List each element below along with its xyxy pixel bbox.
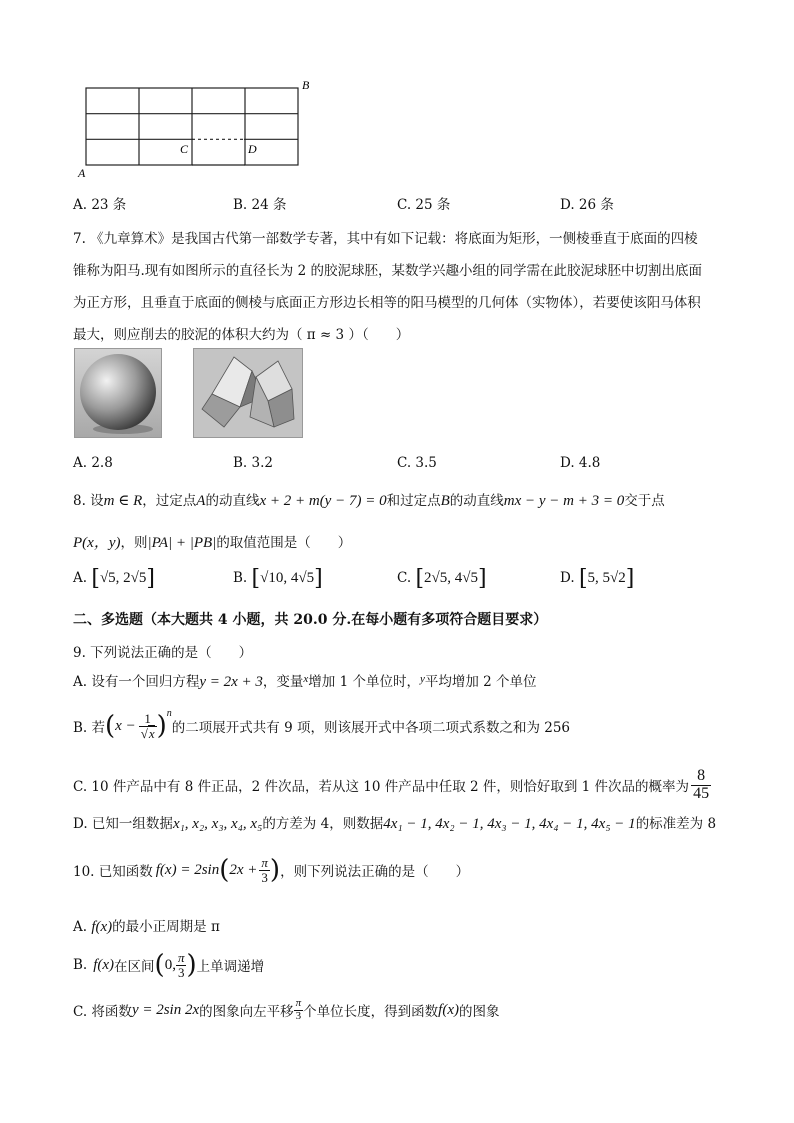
q9-b-x: x −	[115, 717, 136, 734]
grid-figure	[76, 76, 316, 180]
q8-option-b-value: √10, 4√5	[260, 570, 315, 586]
q8-line-1	[73, 489, 665, 510]
q9-d-text-1: D. 已知一组数据	[73, 816, 173, 832]
q9-a-text-1: A. 设有一个回归方程	[73, 674, 200, 690]
q9-option-b: B. 若 ( x − $\frac{1}{√x}$ ) n 的二项展开式共有 9 项，则该展开式中各项二项式系数之和为 256	[73, 708, 571, 741]
q10-inner: 2x +	[229, 861, 258, 878]
q10-c-denominator: 3	[295, 1009, 302, 1022]
q9-b-exponent: n	[166, 708, 172, 719]
q6-option-d: D. 26 条	[560, 197, 614, 213]
q10-numerator: π	[261, 854, 268, 870]
q10-c-text-4: 的图象	[458, 1004, 500, 1020]
q8-text-7: 的取值范围是（ ）	[216, 535, 352, 551]
q8-option-d: D. [5, 5√2]	[560, 566, 635, 591]
q10-c-fraction	[294, 998, 304, 1022]
q10-a-text: 的最小正周期是 π	[112, 919, 220, 935]
grid-lines	[86, 88, 298, 165]
q9-option-c	[73, 765, 711, 805]
q9-d-text-3: 的标准差为 8	[635, 816, 717, 832]
q8-option-a: A. [√5, 2√5]	[73, 566, 155, 591]
q9-a-variable-y: y	[419, 673, 425, 685]
q10-b-denominator: 3	[177, 964, 185, 980]
q7-line-3: 为正方形，且垂直于底面的侧棱与底面正方形边长相等的阳马模型的几何体（实物体），若要使该阳马体积	[73, 295, 701, 311]
q10-c-text-2: 的图象向左平移	[199, 1004, 294, 1020]
q10-stem: 10. 已知函数 f(x) = 2sin ( 2x + $\frac{\pi}{3}$ ) ，则下列说法正确的是（ ）	[73, 854, 470, 885]
q9-b-fraction: $\frac{1}{√x}$	[140, 710, 155, 741]
q8-text-2: 的动直线	[205, 493, 260, 509]
q7-line-2: 锥称为阳马.现有如图所示的直径长为 2 的胶泥球胚，某数学兴趣小组的同学需在此胶泥球胚中切割出底面	[73, 263, 702, 279]
q8-line-2	[73, 531, 351, 552]
q10-a-label: A.	[73, 919, 88, 935]
q8-option-b-label: B.	[233, 570, 248, 586]
q10-b-text-2: 上单调递增	[196, 959, 265, 975]
q10-text-2: ，则下列说法正确的是（ ）	[280, 864, 470, 880]
q10-option-b: B. f(x) 在区间 ( 0, $\frac{\pi}{3}$ ) 上单调递增	[73, 949, 265, 980]
q10-function: f(x) = 2sin	[155, 861, 220, 878]
q8-text-6: ，则	[120, 535, 148, 551]
label-d: D	[248, 142, 257, 156]
q10-c-function: f(x)	[438, 1001, 459, 1018]
q9-c-numerator: 8	[691, 768, 711, 786]
yangma-model-image	[194, 349, 302, 437]
q7-line-4: 最大，则应削去的胶泥的体积大约为（ π ≈ 3 ）（ ）	[73, 327, 410, 343]
label-b: B	[302, 78, 310, 92]
q10-b-text-1: 在区间	[114, 959, 155, 975]
q7-option-a: A. 2.8	[73, 455, 113, 471]
q9-stem: 9. 下列说法正确的是（ ）	[73, 645, 253, 661]
label-a: A	[78, 166, 86, 180]
q8-text-3: 和过定点	[386, 493, 441, 509]
yangma-model-photo	[193, 348, 303, 438]
q9-b-denominator: x	[148, 725, 155, 741]
q8-option-b: B. [√10, 4√5]	[233, 566, 323, 591]
q7-option-b: B. 3.2	[233, 455, 273, 471]
q6-option-b: B. 24 条	[233, 197, 287, 213]
q10-fraction	[259, 856, 270, 884]
q10-text-1: 10. 已知函数	[73, 864, 153, 880]
q8-line-equation-1: x + 2 + m(y − 7) = 0	[259, 493, 387, 509]
q8-text-5: 交于点	[624, 493, 665, 509]
q8-option-a-label: A.	[73, 570, 88, 586]
q9-c-denominator: 45	[693, 784, 710, 802]
q10-c-numerator: π	[295, 996, 302, 1009]
q10-option-c	[73, 990, 499, 1030]
q9-b-numerator: 1	[139, 712, 157, 727]
q8-option-d-value: 5, 5√2	[587, 570, 626, 586]
q9-d-data-set-1: x₁, x₂, x₃, x₄, x₅	[172, 816, 263, 832]
q8-option-c: C. [2√5, 4√5]	[397, 566, 487, 591]
q10-denominator: 3	[261, 869, 268, 885]
q9-d-data-set-2: 4x₁ − 1, 4x₂ − 1, 4x₃ − 1, 4x₄ − 1, 4x₅ − 1	[383, 816, 636, 832]
q10-b-fraction	[176, 951, 187, 979]
q8-prefix: 8. 设	[73, 493, 104, 509]
clay-ball-image	[75, 349, 161, 437]
q8-point-p: P(x，y)	[73, 535, 121, 551]
q10-a-function: f(x)	[91, 919, 113, 935]
grid-gap	[193, 138, 244, 166]
q10-b-label: B.	[73, 957, 88, 973]
q9-c-fraction	[691, 768, 711, 803]
q7-option-d: D. 4.8	[560, 455, 601, 471]
q9-a-text-3: 增加 1 个单位时，	[308, 674, 420, 690]
q9-d-text-2: 的方差为 4，则数据	[262, 816, 384, 832]
q8-option-c-label: C.	[397, 570, 412, 586]
q6-option-a: A. 23 条	[73, 197, 127, 213]
q9-b-text-2: 的二项展开式共有 9 项，则该展开式中各项二项式系数之和为 256	[171, 720, 571, 736]
q10-option-a	[73, 915, 220, 936]
q9-a-variable-x: x	[303, 673, 309, 685]
q8-text-1: ，过定点	[142, 493, 197, 509]
q8-point-b: B	[440, 493, 450, 509]
q8-text-4: 的动直线	[449, 493, 504, 509]
section-2-heading: 二、多选题（本大题共 4 小题，共 20.0 分.在每小题有多项符合题目要求）	[73, 612, 548, 628]
q8-point-a: A	[196, 493, 206, 509]
q10-b-numerator: π	[177, 949, 185, 965]
q10-b-function: f(x)	[93, 956, 115, 973]
q8-option-a-value: √5, 2√5	[99, 570, 147, 586]
q9-a-text-4: 平均增加 2 个单位	[424, 674, 537, 690]
q9-c-text: C. 10 件产品中有 8 件正品，2 件次品，若从这 10 件产品中任取 2 件，则恰好取到 1 件次品的概率为	[73, 779, 690, 795]
q7-option-c: C. 3.5	[397, 455, 437, 471]
q9-option-d	[73, 812, 716, 833]
q10-c-equation: y = 2sin 2x	[131, 1001, 200, 1018]
q10-c-text-3: 个单位长度，得到函数	[303, 1004, 439, 1020]
q8-line-equation-2: mx − y − m + 3 = 0	[503, 493, 625, 509]
q8-expression: |PA| + |PB|	[147, 535, 217, 551]
label-c: C	[180, 142, 189, 156]
q9-option-a	[73, 670, 537, 691]
q10-b-interval-left: 0,	[164, 956, 176, 973]
q7-line-1: 7. 《九章算术》是我国古代第一部数学专著，其中有如下记载：将底面为矩形，一侧棱垂直于底面的四棱	[73, 231, 698, 247]
q9-a-equation: y = 2x + 3	[199, 674, 263, 690]
q9-b-text-1: B. 若	[73, 720, 106, 736]
q10-c-text-1: C. 将函数	[73, 1004, 132, 1020]
q8-option-c-value: 2√5, 4√5	[424, 570, 478, 586]
q8-option-d-label: D.	[560, 570, 575, 586]
q8-condition: m ∈ R	[103, 493, 143, 509]
clay-ball-photo	[74, 348, 162, 438]
q6-option-c: C. 25 条	[397, 197, 451, 213]
q9-a-text-2: ，变量	[262, 674, 304, 690]
